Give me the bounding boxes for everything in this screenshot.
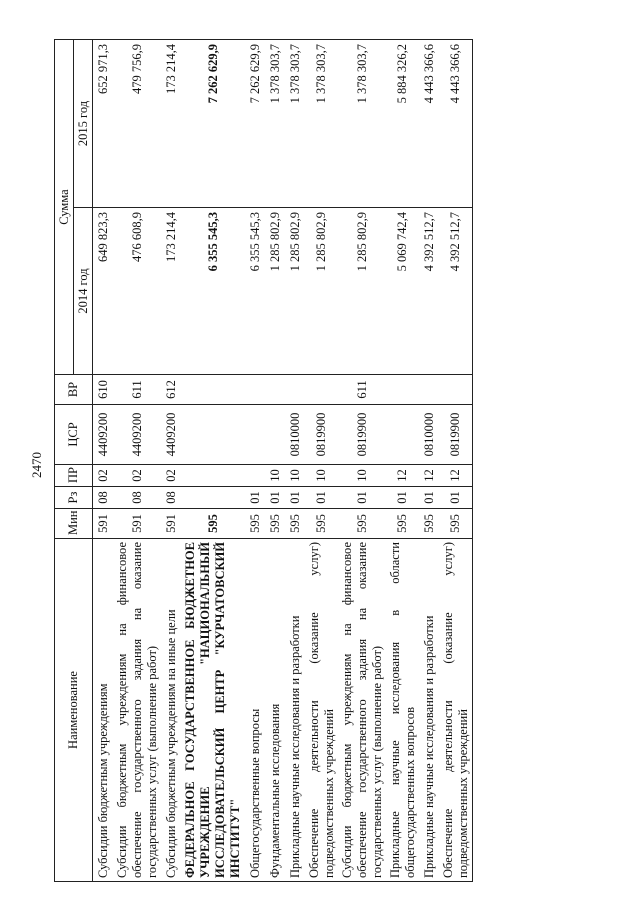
table-row (113, 40, 161, 882)
row-2014: 1 285 802,9 (338, 208, 386, 375)
header-name: Наименование (55, 539, 93, 882)
header-sum: Сумма (55, 40, 74, 375)
header-pr: ПР (55, 465, 93, 487)
row-2014: 4 392 512,7 (439, 208, 473, 375)
row-csr: 0819900 (338, 405, 386, 465)
row-name: Прикладные научные исследования и разработки (285, 539, 305, 882)
row-vr: 611 (338, 375, 386, 405)
row-vr (305, 375, 338, 405)
row-2014: 4 392 512,7 (419, 208, 439, 375)
row-2014: 6 355 545,3 (245, 208, 265, 375)
header-rz: Рз (55, 487, 93, 509)
row-2014: 649 823,3 (93, 208, 114, 375)
row-min: 595 (386, 509, 419, 539)
table-row (305, 40, 338, 882)
row-rz: 01 (285, 487, 305, 509)
row-rz: 01 (245, 487, 265, 509)
row-pr: 10 (305, 465, 338, 487)
row-csr (245, 405, 265, 465)
row-2015: 4 443 366,6 (439, 40, 473, 208)
row-2015: 1 378 303,7 (285, 40, 305, 208)
row-2014: 1 285 802,9 (305, 208, 338, 375)
row-vr (245, 375, 265, 405)
row-vr (265, 375, 285, 405)
row-name: Субсидии бюджетным учреждениям (93, 539, 114, 882)
header-2015: 2015 год (74, 40, 93, 208)
row-min: 595 (245, 509, 265, 539)
row-min: 595 (305, 509, 338, 539)
row-rz: 01 (439, 487, 473, 509)
row-rz (181, 487, 245, 509)
row-min: 595 (181, 509, 245, 539)
row-csr: 4409200 (113, 405, 161, 465)
row-2014: 476 608,9 (113, 208, 161, 375)
header-vr: ВР (55, 375, 93, 405)
row-csr: 4409200 (93, 405, 114, 465)
row-csr: 0810000 (285, 405, 305, 465)
row-min: 591 (161, 509, 181, 539)
row-pr (245, 465, 265, 487)
row-pr: 12 (439, 465, 473, 487)
row-2015: 4 443 366,6 (419, 40, 439, 208)
row-csr: 4409200 (161, 405, 181, 465)
row-name: Прикладные научные исследования в области общегосударственных вопросов (386, 539, 419, 882)
row-min: 591 (113, 509, 161, 539)
row-2015: 7 262 629,9 (181, 40, 245, 208)
row-name: Субсидии бюджетным учреждениям на финансовое обеспечение государственного задания на оказание государственных услуг (выполнение работ) (113, 539, 161, 882)
row-pr: 12 (386, 465, 419, 487)
row-name: Обеспечение деятельности (оказание услуг) подведомственных учреждений (439, 539, 473, 882)
row-rz: 08 (113, 487, 161, 509)
table-row (338, 40, 386, 882)
row-pr: 10 (285, 465, 305, 487)
row-pr: 02 (161, 465, 181, 487)
row-name: Общегосударственные вопросы (245, 539, 265, 882)
row-rz: 01 (265, 487, 285, 509)
row-2015: 479 756,9 (113, 40, 161, 208)
header-min: Мин (55, 509, 93, 539)
row-pr: 02 (113, 465, 161, 487)
row-2015: 1 378 303,7 (265, 40, 285, 208)
row-pr: 10 (338, 465, 386, 487)
row-2015: 1 378 303,7 (338, 40, 386, 208)
row-pr: 12 (419, 465, 439, 487)
row-min: 595 (419, 509, 439, 539)
row-min: 595 (338, 509, 386, 539)
row-min: 595 (285, 509, 305, 539)
row-2014: 5 069 742,4 (386, 208, 419, 375)
header-2014: 2014 год (74, 208, 93, 375)
row-pr: 02 (93, 465, 114, 487)
row-rz: 01 (386, 487, 419, 509)
row-rz: 01 (338, 487, 386, 509)
row-pr (181, 465, 245, 487)
row-2014: 6 355 545,3 (181, 208, 245, 375)
table-row (161, 40, 181, 882)
table-row (386, 40, 419, 882)
row-csr: 0819900 (439, 405, 473, 465)
row-csr: 0810000 (419, 405, 439, 465)
table-row (419, 40, 439, 882)
row-name: Обеспечение деятельности (оказание услуг) подведомственных учреждений (305, 539, 338, 882)
table-row (439, 40, 473, 882)
page-number: 2470 (29, 452, 44, 478)
row-rz: 01 (305, 487, 338, 509)
row-vr (439, 375, 473, 405)
row-vr: 610 (93, 375, 114, 405)
row-2015: 1 378 303,7 (305, 40, 338, 208)
row-csr (265, 405, 285, 465)
row-name: Субсидии бюджетным учреждениям на финансовое обеспечение государственного задания на оказание государственных услуг (выполнение работ) (338, 539, 386, 882)
row-2015: 5 884 326,2 (386, 40, 419, 208)
row-min: 595 (439, 509, 473, 539)
row-name: ФЕДЕРАЛЬНОЕ ГОСУДАРСТВЕННОЕ БЮДЖЕТНОЕ УЧРЕЖДЕНИЕ "НАЦИОНАЛЬНЫЙ ИССЛЕДОВАТЕЛЬСКИЙ ЦЕНТР "КУРЧАТОВСКИЙ ИНСТИТУТ" (181, 539, 245, 882)
row-min: 591 (93, 509, 114, 539)
table-row (93, 40, 114, 882)
row-2014: 1 285 802,9 (285, 208, 305, 375)
row-rz: 08 (93, 487, 114, 509)
row-name: Прикладные научные исследования и разработки (419, 539, 439, 882)
header-csr: ЦСР (55, 405, 93, 465)
table-row (181, 40, 245, 882)
row-vr (386, 375, 419, 405)
row-vr (419, 375, 439, 405)
row-vr (181, 375, 245, 405)
row-2015: 173 214,4 (161, 40, 181, 208)
budget-table-sheet (54, 40, 591, 882)
row-min: 595 (265, 509, 285, 539)
row-rz: 01 (419, 487, 439, 509)
row-2014: 173 214,4 (161, 208, 181, 375)
row-rz: 08 (161, 487, 181, 509)
row-2014: 1 285 802,9 (265, 208, 285, 375)
table-row (285, 40, 305, 882)
budget-table (54, 39, 473, 882)
table-row (265, 40, 285, 882)
row-2015: 652 971,3 (93, 40, 114, 208)
row-csr (386, 405, 419, 465)
row-csr: 0819900 (305, 405, 338, 465)
row-pr: 10 (265, 465, 285, 487)
row-name: Субсидии бюджетным учреждениям на иные цели (161, 539, 181, 882)
row-2015: 7 262 629,9 (245, 40, 265, 208)
row-vr: 612 (161, 375, 181, 405)
row-name: Фундаментальные исследования (265, 539, 285, 882)
row-csr (181, 405, 245, 465)
table-row (245, 40, 265, 882)
row-vr (285, 375, 305, 405)
row-vr: 611 (113, 375, 161, 405)
